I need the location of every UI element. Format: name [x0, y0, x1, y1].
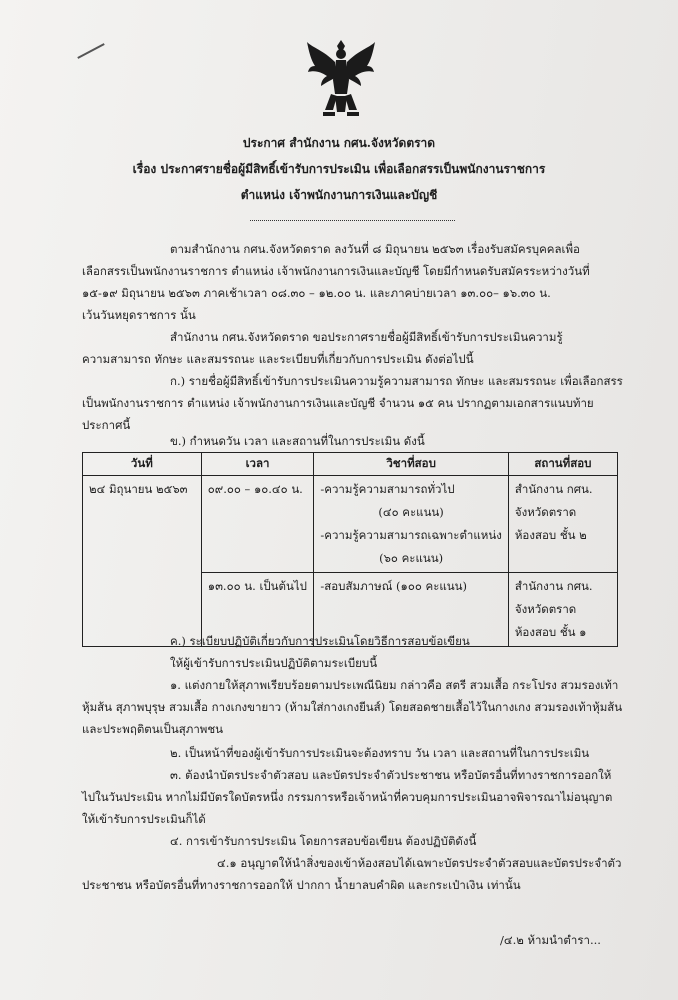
garuda-emblem-icon — [305, 38, 377, 120]
place-line: ห้องสอบ ชั้น ๑ — [514, 625, 587, 639]
paragraph-line: ไปในวันประเมิน หากไม่มีบัตรใดบัตรหนึ่ง กรรมการหรือเจ้าหน้าที่ควบคุมการประเมินอาจพิจารณาไม่อนุญาต — [82, 790, 613, 804]
place-line: สำนักงาน กศน. — [514, 579, 593, 593]
header-date: วันที่ — [83, 453, 202, 476]
announcement-title: ประกาศ สำนักงาน กศน.จังหวัดตราด — [242, 136, 436, 150]
continuation-note: /๔.๒ ห้ามนำตำรา... — [500, 933, 601, 947]
section-c-paragraph — [170, 630, 470, 674]
announcement-position: ตำแหน่ง เจ้าพนักงานการเงินและบัญชี — [240, 188, 438, 202]
exam-place-cell — [508, 573, 617, 647]
intro-paragraph — [82, 238, 590, 326]
exam-time-cell: ๐๙.๐๐ – ๑๐.๔๐ น. — [201, 476, 314, 573]
subject-line: (๔๐ คะแนน) — [378, 505, 444, 519]
paragraph-line: เป็นพนักงานราชการ ตำแหน่ง เจ้าพนักงานการเงินและบัญชี จำนวน ๑๕ คน ปรากฏตามเอกสารแนบท้าย — [82, 396, 594, 410]
title-divider — [250, 220, 455, 221]
place-line: จังหวัดตราด — [514, 602, 577, 616]
paragraph-line: ๓. ต้องนำบัตรประจำตัวสอบ และบัตรประจำตัวประชาชน หรือบัตรอื่นที่ทางราชการออกให้ — [170, 768, 612, 782]
rule-4-1-paragraph — [82, 852, 621, 896]
paragraph-line: ค.) ระเบียบปฏิบัติเกี่ยวกับการประเมินโดยวิธีการสอบข้อเขียน — [170, 634, 470, 648]
paragraph-line: ประชาชน หรือบัตรอื่นที่ทางราชการออกให้ ปากกา น้ำยาลบคำผิด และกระเป๋าเงิน เท่านั้น — [82, 878, 521, 892]
exam-schedule-table — [82, 452, 618, 647]
paragraph-line: ให้ผู้เข้ารับการประเมินปฏิบัติตามระเบียบนี้ — [170, 656, 378, 670]
rule-1-paragraph — [82, 674, 622, 740]
exam-date-cell: ๒๔ มิถุนายน ๒๕๖๓ — [83, 476, 202, 647]
pen-mark — [77, 43, 104, 59]
rule-4-paragraph: ๔. การเข้ารับการประเมิน โดยการสอบข้อเขียน ต้องปฏิบัติดังนี้ — [170, 834, 477, 848]
paragraph-line: ๑๕-๑๙ มิถุนายน ๒๕๖๓ ภาคเช้าเวลา ๐๘.๓๐ – ๑๒.๐๐ น. และภาคบ่ายเวลา ๑๓.๐๐– ๑๖.๓๐ น. — [82, 286, 551, 300]
paragraph-line: เว้นวันหยุดราชการ นั้น — [82, 308, 196, 322]
section-a-paragraph — [82, 370, 623, 436]
paragraph-line: ให้เข้ารับการประเมินก็ได้ — [82, 812, 206, 826]
paragraph-line: ความสามารถ ทักษะ และสมรรถนะ และระเบียบที่เกี่ยวกับการประเมิน ดังต่อไปนี้ — [82, 352, 474, 366]
table-header-row — [83, 453, 618, 476]
place-line: ห้องสอบ ชั้น ๒ — [514, 528, 587, 542]
paragraph-line: หุ้มส้น สุภาพบุรุษ สวมเสื้อ กางเกงขายาว (ห้ามใส่กางเกงยีนส์) โดยสอดชายเสื้อไว้ในกางเกง สวมรองเท้าหุ้มส้น — [82, 700, 623, 714]
table-row — [83, 476, 618, 573]
paragraph-line: เลือกสรรเป็นพนักงานราชการ ตำแหน่ง เจ้าพนักงานการเงินและบัญชี โดยมีกำหนดรับสมัครระหว่างวันที่ — [82, 264, 590, 278]
subject-line: -ความรู้ความสามารถทั่วไป — [320, 482, 455, 496]
subject-line: -สอบสัมภาษณ์ (๑๐๐ คะแนน) — [320, 579, 467, 593]
exam-time-cell: ๑๓.๐๐ น. เป็นต้นไป — [201, 573, 314, 647]
announcement-subject: เรื่อง ประกาศรายชื่อผู้มีสิทธิ์เข้ารับการประเมิน เพื่อเลือกสรรเป็นพนักงานราชการ — [132, 162, 546, 176]
header-place: สถานที่สอบ — [508, 453, 617, 476]
exam-place-cell — [508, 476, 617, 573]
paragraph-line: ก.) รายชื่อผู้มีสิทธิ์เข้ารับการประเมินความรู้ความสามารถ ทักษะ และสมรรถนะ เพื่อเลือกสรร — [170, 374, 623, 388]
rule-2-paragraph: ๒. เป็นหน้าที่ของผู้เข้ารับการประเมินจะต้องทราบ วัน เวลา และสถานที่ในการประเมิน — [170, 746, 590, 760]
paragraph-line: ๔.๑ อนุญาตให้นำสิ่งของเข้าห้องสอบได้เฉพาะบัตรประจำตัวสอบและบัตรประจำตัว — [217, 856, 622, 870]
subject-line: -ความรู้ความสามารถเฉพาะตำแหน่ง — [320, 528, 502, 542]
paragraph-line: ตามสำนักงาน กศน.จังหวัดตราด ลงวันที่ ๘ มิถุนายน ๒๕๖๓ เรื่องรับสมัครบุคคลเพื่อ — [170, 242, 580, 256]
header-subject: วิชาที่สอบ — [314, 453, 508, 476]
announce-paragraph — [82, 326, 563, 370]
header-time: เวลา — [201, 453, 314, 476]
subject-line: (๖๐ คะแนน) — [379, 551, 444, 565]
paragraph-line: ๑. แต่งกายให้สุภาพเรียบร้อยตามประเพณีนิยม กล่าวคือ สตรี สวมเสื้อ กระโปรง สวมรองเท้า — [170, 678, 619, 692]
exam-subject-cell — [314, 476, 508, 573]
paragraph-line: สำนักงาน กศน.จังหวัดตราด ขอประกาศรายชื่อผู้มีสิทธิ์เข้ารับการประเมินความรู้ — [170, 330, 563, 344]
paragraph-line: และประพฤติตนเป็นสุภาพชน — [82, 722, 224, 736]
place-line: สำนักงาน กศน. — [514, 482, 593, 496]
paragraph-line: ประกาศนี้ — [82, 418, 131, 432]
place-line: จังหวัดตราด — [514, 505, 577, 519]
section-b-title: ข.) กำหนดวัน เวลา และสถานที่ในการประเมิน ดังนี้ — [170, 434, 425, 448]
rule-3-paragraph — [82, 764, 612, 830]
